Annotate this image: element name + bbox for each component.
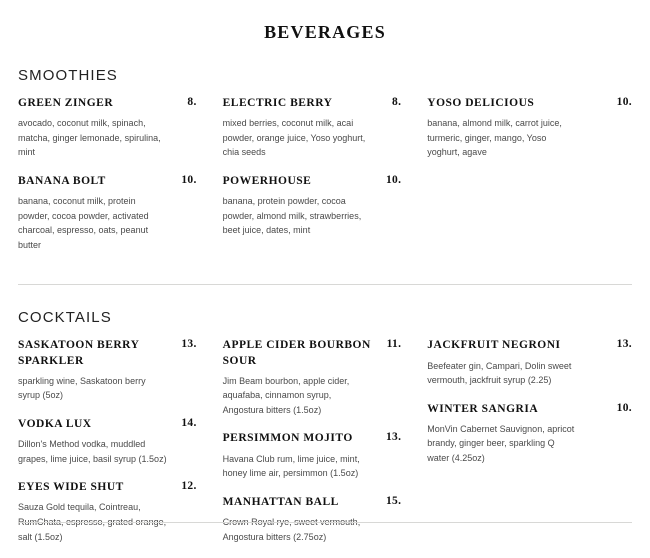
section-title-cocktails: COCKTAILS: [18, 309, 112, 327]
section-columns: [18, 96, 632, 266]
menu-column: [18, 338, 223, 558]
menu-item-price: 14.: [181, 416, 197, 429]
menu-item-name: EYES WIDE SHUT: [18, 481, 124, 494]
menu-item: [18, 338, 197, 403]
menu-item-price: 12.: [181, 480, 197, 493]
menu-item-name: GREEN ZINGER: [18, 97, 114, 109]
menu-item-name: MANHATTAN BALL: [222, 495, 339, 508]
menu-item-description: Havana Club rum, lime juice, mint, honey lime air, persimmon (1.5oz): [222, 453, 360, 479]
menu-item-name: APPLE CIDER BOURBON SOUR: [222, 339, 371, 367]
menu-item-price: 13.: [616, 338, 632, 351]
menu-item-price: 15.: [386, 494, 402, 507]
menu-item-name: JACKFRUIT NEGRONI: [427, 339, 561, 352]
menu-item-price: 11.: [386, 338, 402, 351]
menu-item-description: Dillon's Method vodka, muddled grapes, lime juice, basil syrup (1.5oz): [18, 439, 167, 464]
menu-item-head: [18, 174, 197, 189]
menu-item: [223, 174, 402, 238]
menu-item-description: sparkling wine, Saskatoon berry syrup (5oz): [18, 375, 146, 401]
menu-item-head: [223, 495, 402, 510]
menu-column: [223, 96, 428, 266]
menu-item-name: ELECTRIC BERRY: [222, 97, 333, 109]
menu-item-description: MonVin Cabernet Sauvignon, apricot brandy, ginger beer, sparkling Q water (4.25oz): [427, 423, 575, 464]
menu-item-price: 10.: [616, 96, 632, 108]
menu-item: [223, 96, 402, 160]
menu-item-price: 13.: [386, 431, 402, 444]
menu-item-head: [427, 96, 632, 111]
menu-item-price: 10.: [386, 173, 402, 186]
menu-item-name: VODKA LUX: [18, 417, 92, 430]
menu-item-price: 13.: [181, 338, 197, 351]
page-title: BEVERAGES: [264, 22, 386, 42]
menu-item-head: [427, 338, 632, 353]
menu-item: [18, 96, 197, 160]
menu-column: [18, 96, 223, 266]
menu-item-description: mixed berries, coconut milk, acai powder, orange juice, Yoso yoghurt, chia seeds: [222, 118, 366, 158]
menu-item-description: banana, coconut milk, protein powder, cocoa powder, activated charcoal, espresso, oats, peanut butter: [18, 196, 149, 250]
menu-item-name: PERSIMMON MOJITO: [222, 432, 353, 445]
menu-item-description: Sauza Gold tequila, Cointreau, RumChata, espresso, grated orange, salt (1.5oz): [18, 502, 167, 542]
menu-item-description: banana, protein powder, cocoa powder, almond milk, strawberries, beet juice, dates, mint: [222, 196, 362, 236]
menu-column: [427, 338, 632, 558]
menu-item-description: banana, almond milk, carrot juice, turmeric, ginger, mango, Yoso yoghurt, agave: [427, 118, 562, 158]
menu-item-name: SASKATOON BERRY SPARKLER: [18, 339, 139, 367]
section-divider: [18, 284, 632, 285]
menu-item-name: BANANA BOLT: [18, 174, 106, 187]
menu-item-price: 8.: [392, 96, 402, 108]
menu-item-head: [223, 431, 402, 446]
menu-column: [223, 338, 428, 558]
footer-divider: [18, 522, 632, 523]
menu-item-head: [18, 417, 197, 432]
menu-item: [18, 480, 197, 544]
menu-item: [427, 338, 632, 387]
menu-item-head: [223, 338, 402, 368]
menu-item: [223, 495, 402, 544]
menu-item-description: Jim Beam bourbon, apple cider, aquafaba, cinnamon syrup, Angostura bitters (1.5oz): [222, 375, 350, 415]
menu-item-head: [18, 338, 197, 368]
menu-item-head: [223, 96, 402, 111]
menu-item-description: avocado, coconut milk, spinach, matcha, ginger lemonade, spirulina, mint: [18, 118, 161, 158]
menu-column: [427, 96, 632, 266]
menu-item-price: 10.: [181, 173, 197, 186]
section-smoothies: [18, 67, 632, 266]
menu-item-head: [427, 402, 632, 417]
menu-item: [427, 96, 632, 160]
section-title-smoothies: SMOOTHIES: [18, 67, 118, 84]
section-columns: [18, 338, 632, 558]
menu-item-price: 8.: [187, 96, 197, 108]
menu-item: [223, 338, 402, 417]
menu-item: [18, 417, 197, 466]
menu-item-name: YOSO DELICIOUS: [427, 97, 535, 109]
menu-item-head: [18, 480, 197, 495]
menu-item-head: [18, 96, 197, 111]
menu-item: [427, 402, 632, 466]
menu-item-name: WINTER SANGRIA: [427, 402, 539, 415]
section-cocktails: [18, 309, 632, 558]
menu-item-head: [223, 174, 402, 189]
menu-item: [18, 174, 197, 252]
menu-item: [223, 431, 402, 480]
menu-item-description: Beefeater gin, Campari, Dolin sweet vermouth, jackfruit syrup (2.25): [427, 360, 572, 386]
menu-item-name: POWERHOUSE: [222, 174, 312, 187]
menu-item-price: 10.: [616, 401, 632, 414]
menu-item-description: Crown Royal rye, sweet vermouth, Angostura bitters (2.75oz): [222, 516, 361, 542]
